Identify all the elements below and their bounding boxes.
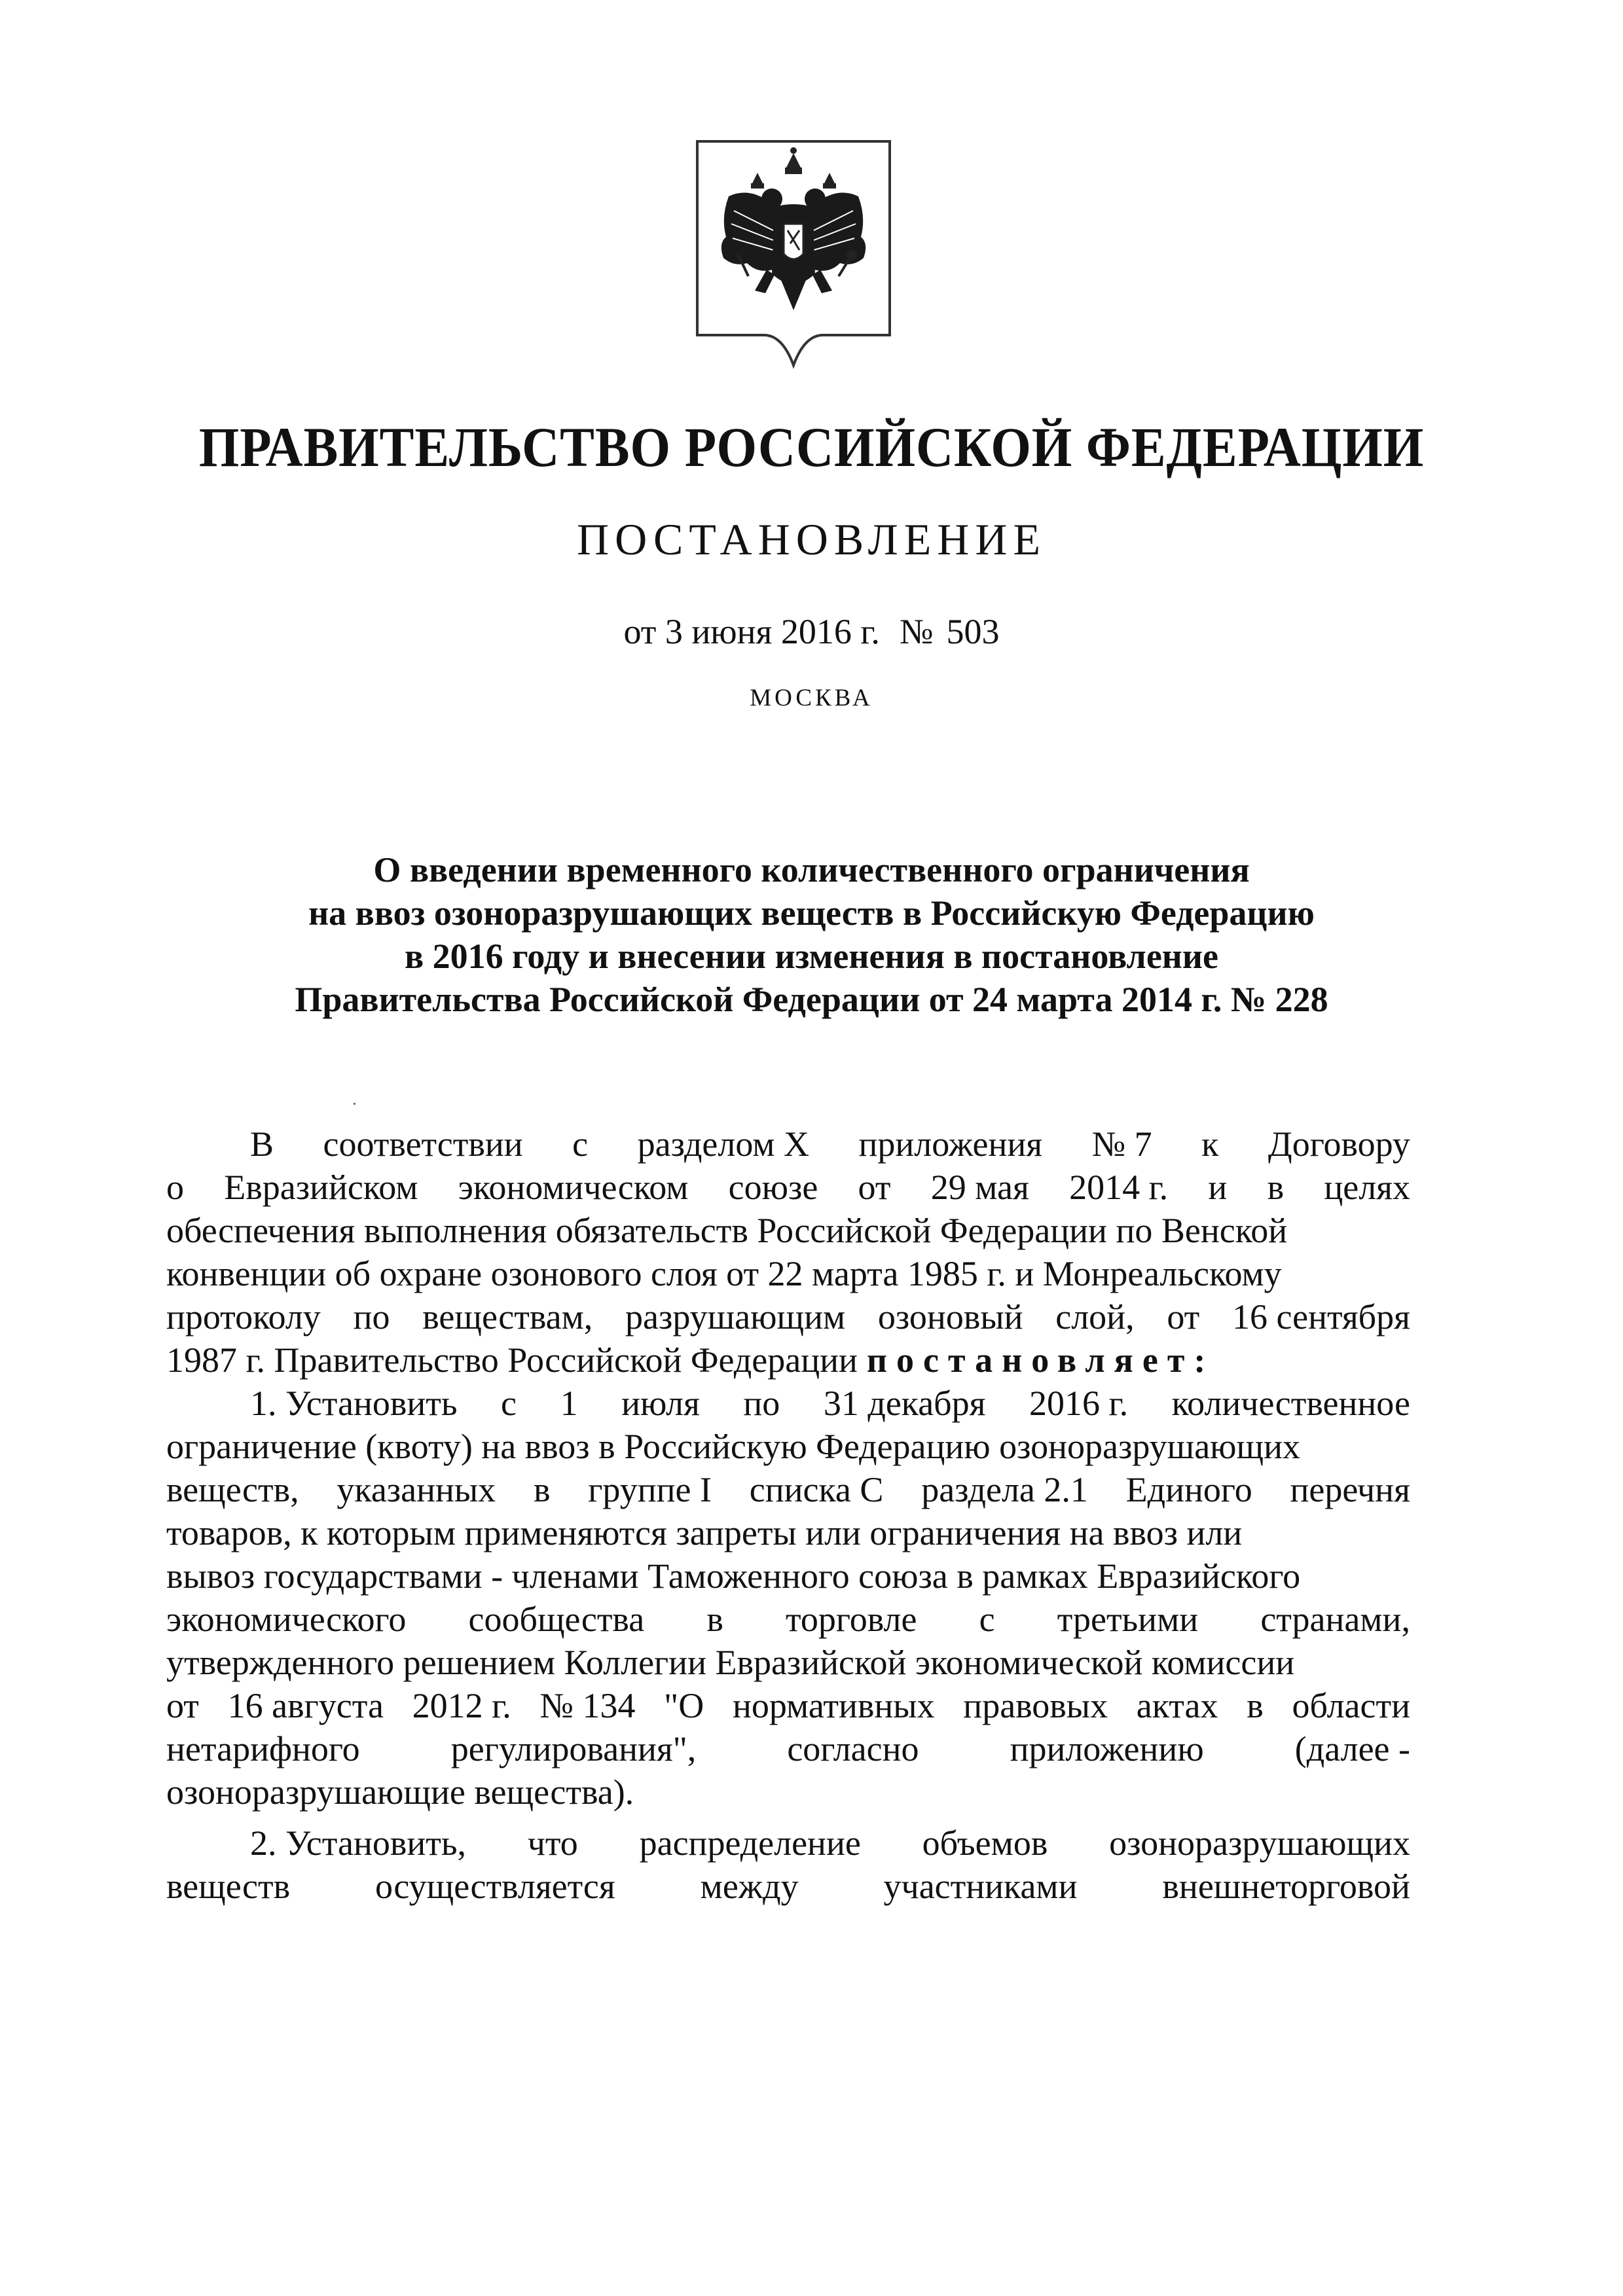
text-word: от: [166, 1686, 199, 1725]
text-word: веществ: [166, 1867, 291, 1906]
text-word: слой,: [1055, 1297, 1135, 1336]
text-word: правовых: [963, 1686, 1108, 1725]
text-line: [166, 1554, 1410, 1598]
text-word: с: [572, 1124, 589, 1164]
text-line: [166, 1598, 1410, 1641]
text-line: [166, 1166, 1410, 1209]
text-word: веществам,: [422, 1297, 593, 1336]
text-word: области: [1292, 1686, 1410, 1725]
text-line: [166, 1425, 1410, 1468]
text-word: в: [706, 1600, 723, 1639]
document-type: ПОСТАНОВЛЕНИЕ: [576, 514, 1047, 564]
text-line: [166, 1252, 1410, 1295]
text-word: Евразийском: [224, 1168, 418, 1207]
text-line: [166, 1209, 1410, 1252]
document-date-line: [0, 614, 1623, 649]
text-word: утвержденного решением Коллегии Евразийской экономической комиссии: [166, 1643, 1295, 1682]
text-word: с: [979, 1600, 995, 1639]
text-word: экономического: [166, 1600, 407, 1639]
text-word: торговле: [786, 1600, 917, 1639]
subject-line: Правительства Российской Федерации от 24 марта 2014 г. № 228: [295, 980, 1328, 1019]
text-word: товаров, к которым применяются запреты или ограничения на ввоз или: [166, 1513, 1243, 1552]
text-word: экономическом: [458, 1168, 689, 1207]
text-word: в: [1267, 1168, 1285, 1207]
text-line: [166, 1122, 1410, 1166]
text-word: участниками: [883, 1867, 1078, 1906]
document-body: [166, 1122, 1410, 1908]
item-2-paragraph: [166, 1821, 1410, 1908]
scan-speck: [354, 1103, 356, 1105]
document-city: МОСКВА: [750, 685, 873, 711]
text-word: распределение: [639, 1823, 861, 1863]
text-word: 2014 г.: [1069, 1168, 1169, 1207]
text-word: 2. Установить,: [250, 1823, 466, 1863]
text-word: соответствии: [323, 1124, 523, 1164]
text-word: группе I: [588, 1470, 712, 1509]
text-word: Единого: [1125, 1470, 1252, 1509]
text-line: [166, 1338, 1410, 1382]
text-word: 2012 г.: [412, 1686, 511, 1725]
text-line: [166, 1468, 1410, 1511]
text-word: июля: [621, 1384, 700, 1423]
text-word: от: [1167, 1297, 1200, 1336]
text-line: [166, 1641, 1410, 1684]
text-word: перечня: [1290, 1470, 1410, 1509]
text-word: 16 сентября: [1231, 1297, 1410, 1336]
text-word: нетарифного: [166, 1729, 360, 1768]
text-word: озоновый: [877, 1297, 1023, 1336]
text-word: № 134: [539, 1686, 636, 1725]
text-word: Договору: [1267, 1124, 1410, 1164]
text-word: согласно: [787, 1729, 919, 1768]
text-word: (далее -: [1294, 1729, 1410, 1768]
text-word: 2016 г.: [1029, 1384, 1129, 1423]
text-line: [166, 1511, 1410, 1554]
text-word: разрушающим: [625, 1297, 846, 1336]
text-word: по: [743, 1384, 780, 1423]
text-word: веществ,: [166, 1470, 299, 1509]
text-line: [166, 1382, 1410, 1425]
text-line: [166, 1821, 1410, 1865]
text-word: 1: [560, 1384, 578, 1423]
text-word: 29 мая: [930, 1168, 1029, 1207]
text-word: 31 декабря: [823, 1384, 986, 1423]
text-word: В: [250, 1124, 274, 1164]
text-word: и: [1208, 1168, 1228, 1207]
text-word: раздела 2.1: [921, 1470, 1088, 1509]
text-word: количественное: [1171, 1384, 1410, 1423]
text-word: 1. Установить: [250, 1384, 458, 1423]
text-word: союзе: [728, 1168, 818, 1207]
document-subject: [131, 848, 1492, 1021]
text-word: от: [858, 1168, 891, 1207]
document-number-label: №: [899, 612, 934, 651]
text-word: приложению: [1010, 1729, 1204, 1768]
text-word: ограничение (квоту) на ввоз в Российскую Федерацию озоноразрушающих: [166, 1427, 1301, 1466]
text-line: [166, 1295, 1410, 1338]
document-date: от 3 июня 2016 г.: [623, 612, 880, 651]
government-title: ПРАВИТЕЛЬСТВО РОССИЙСКОЙ ФЕДЕРАЦИИ: [198, 416, 1425, 478]
text-word: сообщества: [468, 1600, 645, 1639]
item-1-paragraph: [166, 1382, 1410, 1814]
text-word: № 7: [1091, 1124, 1152, 1164]
text-word: озоноразрушающих: [1109, 1823, 1410, 1863]
subject-line: на ввоз озоноразрушающих веществ в Российскую Федерацию: [308, 893, 1315, 933]
text-word: объемов: [922, 1823, 1048, 1863]
text-word: внешнеторговой: [1162, 1867, 1410, 1906]
text-line: [166, 1727, 1410, 1770]
text-word: осуществляется: [375, 1867, 615, 1906]
text-word: разделом X: [637, 1124, 809, 1164]
coat-of-arms-emblem-icon: [695, 139, 892, 369]
text-word: протоколу: [166, 1297, 321, 1336]
text-word: указанных: [337, 1470, 496, 1509]
text-word: что: [527, 1823, 578, 1863]
text-word: о: [166, 1168, 184, 1207]
text-word: "О: [664, 1686, 704, 1725]
text-word: вывоз государствами - членами Таможенного союза в рамках Евразийского: [166, 1556, 1301, 1596]
text-word: конвенции об охране озонового слоя от 22 марта 1985 г. и Монреальскому: [166, 1254, 1282, 1293]
decree-word: постановляет:: [866, 1340, 1215, 1380]
text-word: регулирования",: [450, 1729, 697, 1768]
preamble-paragraph: [166, 1122, 1410, 1382]
text-word: по: [353, 1297, 390, 1336]
text-word: к: [1201, 1124, 1219, 1164]
text-line: [166, 1865, 1410, 1908]
text-word: обеспечения выполнения обязательств Российской Федерации по Венской: [166, 1211, 1288, 1250]
text-word: 16 августа: [227, 1686, 384, 1725]
text-word: в: [1247, 1686, 1264, 1725]
text-word: с: [501, 1384, 517, 1423]
subject-line: в 2016 году и внесении изменения в постановление: [405, 937, 1218, 976]
text-word: нормативных: [732, 1686, 935, 1725]
text-word: в: [533, 1470, 551, 1509]
text-line: [166, 1770, 1410, 1814]
text-word: целях: [1324, 1168, 1410, 1207]
text-word: списка С: [749, 1470, 884, 1509]
text-word: озоноразрушающие вещества).: [166, 1772, 634, 1812]
text-word: 1987 г. Правительство Российской Федерации: [166, 1340, 858, 1380]
subject-line: О введении временного количественного ограничения: [373, 850, 1250, 889]
text-word: третьими: [1057, 1600, 1199, 1639]
text-word: приложения: [858, 1124, 1043, 1164]
text-line: [166, 1684, 1410, 1727]
document-number: 503: [946, 612, 1000, 651]
text-word: между: [700, 1867, 799, 1906]
text-word: странами,: [1260, 1600, 1410, 1639]
text-word: актах: [1136, 1686, 1218, 1725]
